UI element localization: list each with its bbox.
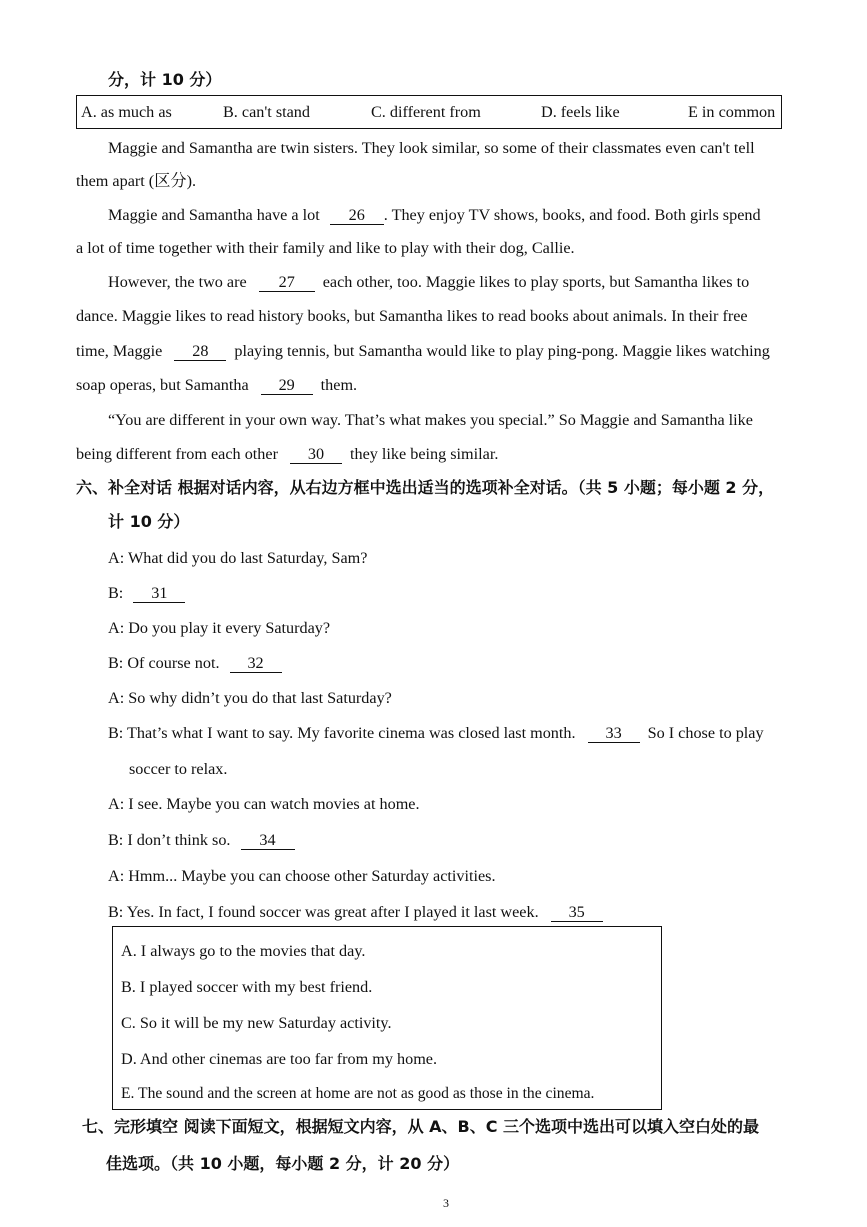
passage-line: a lot of time together with their family and like to play with their dog, Callie. [76, 239, 575, 257]
dialogue-option-d: D. And other cinemas are too far from my home. [121, 1050, 438, 1068]
section-7-heading: 七、完形填空 阅读下面短文，根据短文内容，从 A、B、C 三个选项中选出可以填入空白处的最 [82, 1117, 760, 1136]
dialogue-option-e: E. The sound and the screen at home are not as good as those in the cinema. [121, 1085, 595, 1102]
dialogue-text: B: That’s what I want to say. My favorite cinema was closed last month. [108, 724, 576, 742]
dialogue-line: A: Hmm... Maybe you can choose other Saturday activities. [108, 867, 496, 885]
passage-text: Maggie and Samantha have a lot [108, 206, 320, 224]
answer-blank-29: 29 [261, 377, 313, 395]
word-option-a: A. as much as [81, 103, 172, 121]
passage-line: “You are different in your own way. That’s what makes you special.” So Maggie and Samantha like [108, 411, 753, 429]
section-6-heading: 六、补全对话 根据对话内容，从右边方框中选出适当的选项补全对话。（共 5 小题；每小题 2 分， [76, 478, 775, 497]
answer-blank-28: 28 [174, 343, 226, 361]
dialogue-speaker: B: [108, 584, 124, 602]
word-bank-box [76, 95, 782, 129]
dialogue-line: A: Do you play it every Saturday? [108, 619, 331, 637]
section-6-heading-cont: 计 10 分） [108, 512, 190, 531]
passage-line [76, 341, 770, 361]
section-heading-continuation: 分，计 10 分） [108, 70, 222, 89]
dialogue-options-box [112, 926, 662, 1110]
page-number: 3 [443, 1196, 449, 1210]
word-option-e: E in common [688, 103, 776, 121]
dialogue-text: B: Of course not. [108, 654, 220, 672]
section-7-heading-cont: 佳选项。（共 10 小题，每小题 2 分，计 20 分） [106, 1154, 460, 1173]
passage-text: time, Maggie [76, 342, 163, 360]
dialogue-text: So I chose to play [647, 724, 764, 742]
passage-text: them. [320, 376, 358, 394]
dialogue-option-b: B. I played soccer with my best friend. [121, 978, 373, 996]
passage-text: each other, too. Maggie likes to play sports, but Samantha likes to [322, 273, 750, 291]
dialogue-line: A: So why didn’t you do that last Saturday? [108, 689, 392, 707]
passage-text: However, the two are [108, 273, 247, 291]
dialogue-line [108, 830, 295, 850]
passage-line: dance. Maggie likes to read history books, but Samantha likes to read books about animals. In their free [76, 307, 748, 325]
dialogue-line [108, 653, 282, 673]
dialogue-line: A: What did you do last Saturday, Sam? [108, 549, 368, 567]
passage-line: them apart (区分). [76, 172, 197, 190]
word-option-b: B. can't stand [223, 103, 310, 121]
dialogue-line: A: I see. Maybe you can watch movies at home. [108, 795, 420, 813]
answer-blank-34: 34 [241, 832, 295, 850]
answer-blank-32: 32 [230, 655, 282, 673]
answer-blank-33: 33 [588, 725, 640, 743]
answer-blank-31: 31 [133, 585, 185, 603]
word-option-c: C. different from [371, 103, 481, 121]
answer-blank-35: 35 [551, 904, 603, 922]
passage-line: Maggie and Samantha are twin sisters. They look similar, so some of their classmates even can't tell [108, 139, 755, 157]
dialogue-text: B: Yes. In fact, I found soccer was great after I played it last week. [108, 903, 539, 921]
answer-blank-27: 27 [259, 274, 315, 292]
dialogue-line [108, 723, 764, 743]
answer-blank-30: 30 [290, 446, 342, 464]
passage-line [108, 205, 761, 225]
passage-text: they like being similar. [350, 445, 499, 463]
dialogue-option-c: C. So it will be my new Saturday activity. [121, 1014, 392, 1032]
dialogue-line [108, 902, 603, 922]
passage-line [108, 272, 749, 292]
passage-line [76, 444, 498, 464]
dialogue-option-a: A. I always go to the movies that day. [121, 942, 366, 960]
passage-text: playing tennis, but Samantha would like to play ping-pong. Maggie likes watching [234, 342, 770, 360]
dialogue-text: B: I don’t think so. [108, 831, 231, 849]
dialogue-line [108, 583, 185, 603]
passage-text: soap operas, but Samantha [76, 376, 249, 394]
passage-text: being different from each other [76, 445, 278, 463]
passage-text: . They enjoy TV shows, books, and food. Both girls spend [383, 206, 761, 224]
passage-line [76, 375, 357, 395]
answer-blank-26: 26 [330, 207, 384, 225]
word-option-d: D. feels like [541, 103, 620, 121]
dialogue-line: soccer to relax. [129, 760, 228, 778]
